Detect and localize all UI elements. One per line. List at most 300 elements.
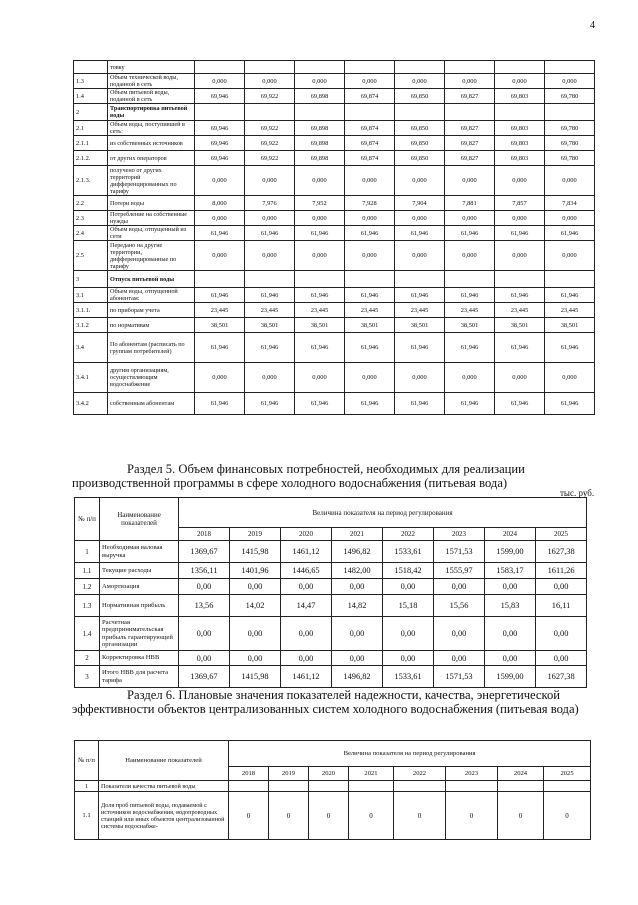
value-cell: 69,898 bbox=[295, 89, 345, 104]
value-cell: 7,976 bbox=[245, 196, 295, 211]
table-row bbox=[75, 792, 591, 840]
financial-needs-table bbox=[74, 497, 587, 688]
value-cell bbox=[245, 61, 295, 74]
value-cell: 1571,53 bbox=[434, 666, 485, 688]
table-row bbox=[75, 666, 587, 688]
row-name: Расчетная предпринимательская прибыль гарантирующей организации bbox=[100, 617, 179, 651]
value-cell: 0,000 bbox=[495, 211, 545, 226]
value-cell: 0,000 bbox=[295, 74, 345, 89]
value-cell: 1627,38 bbox=[536, 541, 587, 563]
col-num-header: № п/п bbox=[75, 498, 100, 541]
row-name: из собственных источников bbox=[108, 136, 195, 151]
value-cell: 69,850 bbox=[395, 89, 445, 104]
value-cell: 0,000 bbox=[495, 166, 545, 196]
value-cell: 69,827 bbox=[445, 136, 495, 151]
value-cell: 0,000 bbox=[245, 241, 295, 271]
row-name: по приборам учета bbox=[108, 303, 195, 318]
row-code: 2.1.3. bbox=[74, 166, 108, 196]
year-header: 2021 bbox=[332, 528, 383, 541]
value-cell: 38,501 bbox=[345, 318, 395, 333]
value-cell: 61,946 bbox=[345, 288, 395, 303]
table-row bbox=[74, 74, 595, 89]
value-cell: 0,000 bbox=[245, 363, 295, 393]
unit-label: тыс. руб. bbox=[560, 488, 595, 498]
value-cell: 69,922 bbox=[245, 151, 295, 166]
value-cell: 0 bbox=[498, 792, 544, 840]
water-balance-table bbox=[73, 60, 595, 415]
year-header: 2022 bbox=[394, 767, 446, 781]
value-cell: 0,000 bbox=[395, 363, 445, 393]
value-cell: 0 bbox=[269, 792, 309, 840]
value-cell: 7,928 bbox=[345, 196, 395, 211]
value-cell bbox=[445, 104, 495, 121]
value-cell: 0,000 bbox=[245, 74, 295, 89]
table-row bbox=[74, 166, 595, 196]
value-cell: 0 bbox=[446, 792, 498, 840]
value-cell: 0,00 bbox=[230, 617, 281, 651]
year-header: 2020 bbox=[281, 528, 332, 541]
value-cell: 0,00 bbox=[434, 617, 485, 651]
row-code: 3 bbox=[74, 271, 108, 288]
value-cell bbox=[445, 271, 495, 288]
value-cell: 61,946 bbox=[195, 393, 245, 415]
col-name-header: Наименование показателей bbox=[99, 741, 229, 781]
value-cell: 61,946 bbox=[245, 226, 295, 241]
value-cell: 0,00 bbox=[281, 651, 332, 666]
value-cell bbox=[345, 61, 395, 74]
value-cell bbox=[245, 271, 295, 288]
value-cell: 0,000 bbox=[445, 241, 495, 271]
value-cell: 0 bbox=[349, 792, 394, 840]
value-cell bbox=[295, 104, 345, 121]
value-cell: 69,874 bbox=[345, 121, 395, 136]
value-cell: 0,000 bbox=[345, 74, 395, 89]
row-name: Передано на другие территории, дифференцированные по тарифу bbox=[108, 241, 195, 271]
value-cell: 0,000 bbox=[195, 211, 245, 226]
value-cell: 1369,67 bbox=[179, 666, 230, 688]
table-row bbox=[74, 271, 595, 288]
row-name: Объем воды, отпущенной абонентам: bbox=[108, 288, 195, 303]
table-row bbox=[74, 363, 595, 393]
value-cell: 61,946 bbox=[395, 288, 445, 303]
value-cell: 0,000 bbox=[445, 166, 495, 196]
value-cell: 69,946 bbox=[195, 151, 245, 166]
row-name: другим организациям, осуществляющим водоснабжение bbox=[108, 363, 195, 393]
row-code: 3.4 bbox=[74, 333, 108, 363]
col-group-header: Величина показателя на период регулирования bbox=[229, 741, 591, 767]
value-cell: 1571,53 bbox=[434, 541, 485, 563]
value-cell: 0,000 bbox=[545, 166, 595, 196]
value-cell bbox=[544, 781, 591, 792]
row-code: 2 bbox=[74, 104, 108, 121]
table-row bbox=[74, 288, 595, 303]
value-cell: 0,000 bbox=[195, 363, 245, 393]
value-cell: 23,445 bbox=[545, 303, 595, 318]
value-cell: 0,00 bbox=[332, 651, 383, 666]
value-cell: 61,946 bbox=[445, 333, 495, 363]
value-cell: 1599,00 bbox=[485, 666, 536, 688]
value-cell: 69,922 bbox=[245, 121, 295, 136]
value-cell bbox=[395, 104, 445, 121]
value-cell: 61,946 bbox=[545, 226, 595, 241]
row-name: Потери воды bbox=[108, 196, 195, 211]
row-name: товку bbox=[108, 61, 195, 74]
value-cell: 61,946 bbox=[495, 333, 545, 363]
year-header: 2018 bbox=[179, 528, 230, 541]
value-cell: 61,946 bbox=[195, 333, 245, 363]
value-cell: 69,922 bbox=[245, 89, 295, 104]
row-code: 3.1.2 bbox=[74, 318, 108, 333]
value-cell: 0,000 bbox=[395, 211, 445, 226]
row-code: 1.3 bbox=[74, 74, 108, 89]
reliability-indicators-table bbox=[74, 740, 591, 840]
value-cell bbox=[545, 104, 595, 121]
row-name: Амортизация bbox=[100, 579, 179, 595]
row-name: Доля проб питьевой воды, подаваемой с источников водоснабжения, водопроводных станций или иных объектов централизованной системы водоснабже- bbox=[99, 792, 229, 840]
value-cell: 15,18 bbox=[383, 595, 434, 617]
value-cell: 1555,97 bbox=[434, 563, 485, 579]
value-cell: 0,00 bbox=[383, 651, 434, 666]
row-name: собственным абонентам bbox=[108, 393, 195, 415]
value-cell: 0,000 bbox=[495, 74, 545, 89]
value-cell: 61,946 bbox=[495, 226, 545, 241]
value-cell: 0,00 bbox=[485, 579, 536, 595]
value-cell bbox=[349, 781, 394, 792]
row-code: 3.1.1. bbox=[74, 303, 108, 318]
value-cell: 1533,61 bbox=[383, 666, 434, 688]
value-cell: 0,00 bbox=[485, 651, 536, 666]
col-num-header: № п/п bbox=[75, 741, 99, 781]
value-cell bbox=[395, 61, 445, 74]
row-code: 3.4.2 bbox=[74, 393, 108, 415]
value-cell: 0,00 bbox=[179, 617, 230, 651]
value-cell: 0,00 bbox=[230, 579, 281, 595]
value-cell: 61,946 bbox=[295, 226, 345, 241]
value-cell: 1583,17 bbox=[485, 563, 536, 579]
value-cell: 23,445 bbox=[245, 303, 295, 318]
value-cell: 69,850 bbox=[395, 136, 445, 151]
value-cell: 61,946 bbox=[445, 226, 495, 241]
value-cell: 69,850 bbox=[395, 151, 445, 166]
value-cell: 38,501 bbox=[395, 318, 445, 333]
value-cell: 1461,12 bbox=[281, 541, 332, 563]
value-cell: 69,946 bbox=[195, 121, 245, 136]
row-code: 2.1 bbox=[74, 121, 108, 136]
value-cell: 1415,98 bbox=[230, 541, 281, 563]
value-cell bbox=[245, 104, 295, 121]
row-name: Объем воды, отпущенный из сети bbox=[108, 226, 195, 241]
row-name: Необходимая валовая выручка bbox=[100, 541, 179, 563]
value-cell bbox=[269, 781, 309, 792]
year-header: 2019 bbox=[230, 528, 281, 541]
year-header: 2019 bbox=[269, 767, 309, 781]
col-group-header: Величина показателя на период регулирования bbox=[179, 498, 587, 528]
value-cell: 0,000 bbox=[545, 363, 595, 393]
value-cell bbox=[495, 271, 545, 288]
table-row bbox=[74, 89, 595, 104]
page-number: 4 bbox=[590, 20, 595, 31]
value-cell: 69,803 bbox=[495, 121, 545, 136]
table-row bbox=[75, 579, 587, 595]
value-cell: 0,000 bbox=[395, 166, 445, 196]
value-cell: 38,501 bbox=[195, 318, 245, 333]
section-5-title: Раздел 5. Объем финансовых потребностей, необходимых для реализации производственной программы в сфере холодного водоснабжения (питьевая вода) bbox=[72, 462, 525, 490]
value-cell: 23,445 bbox=[345, 303, 395, 318]
value-cell bbox=[495, 61, 545, 74]
row-code: 2 bbox=[75, 651, 100, 666]
value-cell: 0,000 bbox=[345, 211, 395, 226]
table-row bbox=[74, 136, 595, 151]
value-cell: 13,56 bbox=[179, 595, 230, 617]
row-code: 1.2 bbox=[75, 579, 100, 595]
value-cell: 0,000 bbox=[495, 363, 545, 393]
table-row bbox=[74, 303, 595, 318]
value-cell bbox=[345, 271, 395, 288]
value-cell: 0,000 bbox=[295, 166, 345, 196]
value-cell: 1496,82 bbox=[332, 541, 383, 563]
value-cell: 69,850 bbox=[395, 121, 445, 136]
row-name: Объем технической воды, поданной в сеть bbox=[108, 74, 195, 89]
value-cell: 69,803 bbox=[495, 151, 545, 166]
value-cell: 38,501 bbox=[445, 318, 495, 333]
row-code: 1.1 bbox=[75, 792, 99, 840]
value-cell: 69,898 bbox=[295, 136, 345, 151]
value-cell: 8,000 bbox=[195, 196, 245, 211]
row-name: получено от других территорий дифференцированных по тарифу bbox=[108, 166, 195, 196]
value-cell: 0 bbox=[229, 792, 269, 840]
row-name: Транспортировка питьевой воды bbox=[108, 104, 195, 121]
row-name: от других операторов bbox=[108, 151, 195, 166]
value-cell: 69,827 bbox=[445, 121, 495, 136]
value-cell: 0,000 bbox=[545, 241, 595, 271]
section-6-title: Раздел 6. Плановые значения показателей надежности, качества, энергетической эффективности объектов централизованных систем холодного водоснабжения (питьевая вода) bbox=[72, 688, 579, 716]
value-cell: 15,83 bbox=[485, 595, 536, 617]
row-name: Текущие расходы bbox=[100, 563, 179, 579]
value-cell: 69,780 bbox=[545, 89, 595, 104]
value-cell: 23,445 bbox=[495, 303, 545, 318]
value-cell bbox=[545, 271, 595, 288]
table-row bbox=[74, 121, 595, 136]
value-cell: 23,445 bbox=[295, 303, 345, 318]
value-cell: 0,000 bbox=[345, 363, 395, 393]
value-cell: 69,874 bbox=[345, 89, 395, 104]
table-row bbox=[74, 241, 595, 271]
value-cell: 1401,96 bbox=[230, 563, 281, 579]
value-cell: 0,000 bbox=[195, 166, 245, 196]
row-code: 2.1.2. bbox=[74, 151, 108, 166]
value-cell: 61,946 bbox=[395, 393, 445, 415]
value-cell bbox=[195, 271, 245, 288]
row-name: Потребление на собственные нужды bbox=[108, 211, 195, 226]
value-cell: 14,82 bbox=[332, 595, 383, 617]
year-header: 2020 bbox=[309, 767, 349, 781]
value-cell: 0,00 bbox=[485, 617, 536, 651]
value-cell: 0,00 bbox=[179, 579, 230, 595]
row-code: 2.1.1 bbox=[74, 136, 108, 151]
value-cell: 0 bbox=[394, 792, 446, 840]
value-cell: 61,946 bbox=[395, 333, 445, 363]
value-cell: 1482,00 bbox=[332, 563, 383, 579]
row-code: 2.2 bbox=[74, 196, 108, 211]
table-row bbox=[74, 393, 595, 415]
value-cell: 38,501 bbox=[495, 318, 545, 333]
value-cell: 0,00 bbox=[179, 651, 230, 666]
value-cell: 14,47 bbox=[281, 595, 332, 617]
row-name: Нормативная прибыль bbox=[100, 595, 179, 617]
table-row bbox=[74, 196, 595, 211]
year-header: 2025 bbox=[536, 528, 587, 541]
value-cell: 0,00 bbox=[536, 579, 587, 595]
value-cell: 1627,38 bbox=[536, 666, 587, 688]
value-cell: 61,946 bbox=[545, 393, 595, 415]
value-cell: 69,874 bbox=[345, 136, 395, 151]
value-cell: 0,000 bbox=[345, 241, 395, 271]
value-cell bbox=[229, 781, 269, 792]
row-code: 2.4 bbox=[74, 226, 108, 241]
value-cell bbox=[545, 61, 595, 74]
value-cell: 15,56 bbox=[434, 595, 485, 617]
value-cell: 69,946 bbox=[195, 136, 245, 151]
value-cell: 1446,65 bbox=[281, 563, 332, 579]
value-cell: 61,946 bbox=[345, 226, 395, 241]
row-name: Отпуск питьевой воды bbox=[108, 271, 195, 288]
value-cell: 61,946 bbox=[395, 226, 445, 241]
value-cell: 0 bbox=[544, 792, 591, 840]
value-cell: 7,834 bbox=[545, 196, 595, 211]
year-header: 2021 bbox=[349, 767, 394, 781]
value-cell: 0,00 bbox=[230, 651, 281, 666]
value-cell: 0,000 bbox=[195, 241, 245, 271]
value-cell: 61,946 bbox=[295, 333, 345, 363]
table-row bbox=[75, 541, 587, 563]
value-cell: 0,00 bbox=[536, 617, 587, 651]
value-cell: 0,00 bbox=[332, 579, 383, 595]
value-cell: 0,000 bbox=[395, 74, 445, 89]
value-cell: 7,952 bbox=[295, 196, 345, 211]
value-cell: 69,780 bbox=[545, 136, 595, 151]
value-cell: 1533,61 bbox=[383, 541, 434, 563]
value-cell bbox=[195, 104, 245, 121]
year-header: 2022 bbox=[383, 528, 434, 541]
row-code bbox=[74, 61, 108, 74]
value-cell: 0,00 bbox=[383, 617, 434, 651]
value-cell bbox=[295, 271, 345, 288]
table-row bbox=[74, 151, 595, 166]
value-cell bbox=[345, 104, 395, 121]
row-code: 1 bbox=[75, 781, 99, 792]
table-row bbox=[75, 617, 587, 651]
row-code: 3.4.1 bbox=[74, 363, 108, 393]
year-header: 2023 bbox=[434, 528, 485, 541]
value-cell: 0,000 bbox=[295, 211, 345, 226]
value-cell: 23,445 bbox=[395, 303, 445, 318]
row-name: Итого НВВ для расчета тарифа bbox=[100, 666, 179, 688]
value-cell: 0,000 bbox=[445, 211, 495, 226]
row-code: 2.3 bbox=[74, 211, 108, 226]
value-cell bbox=[309, 781, 349, 792]
value-cell: 1599,00 bbox=[485, 541, 536, 563]
value-cell: 61,946 bbox=[245, 393, 295, 415]
value-cell: 0 bbox=[309, 792, 349, 840]
row-name: Корректировка НВВ bbox=[100, 651, 179, 666]
value-cell: 61,946 bbox=[245, 288, 295, 303]
value-cell bbox=[495, 104, 545, 121]
table-row bbox=[75, 651, 587, 666]
value-cell: 1356,11 bbox=[179, 563, 230, 579]
value-cell: 7,904 bbox=[395, 196, 445, 211]
col-name-header: Наименование показателей bbox=[100, 498, 179, 541]
value-cell: 69,922 bbox=[245, 136, 295, 151]
value-cell bbox=[394, 781, 446, 792]
value-cell: 0,00 bbox=[434, 651, 485, 666]
value-cell: 0,000 bbox=[545, 211, 595, 226]
value-cell: 0,000 bbox=[545, 74, 595, 89]
value-cell: 38,501 bbox=[245, 318, 295, 333]
value-cell: 0,00 bbox=[332, 617, 383, 651]
value-cell: 69,898 bbox=[295, 151, 345, 166]
value-cell: 0,000 bbox=[445, 363, 495, 393]
value-cell: 61,946 bbox=[545, 333, 595, 363]
row-name: Показатели качества питьевой воды bbox=[99, 781, 229, 792]
value-cell: 1415,98 bbox=[230, 666, 281, 688]
value-cell: 0,000 bbox=[295, 363, 345, 393]
row-code: 1.3 bbox=[75, 595, 100, 617]
table-row bbox=[74, 318, 595, 333]
year-header: 2023 bbox=[446, 767, 498, 781]
row-code: 2.5 bbox=[74, 241, 108, 271]
table-row bbox=[74, 104, 595, 121]
row-code: 1 bbox=[75, 541, 100, 563]
value-cell: 38,501 bbox=[545, 318, 595, 333]
value-cell: 0,000 bbox=[495, 241, 545, 271]
value-cell: 14,02 bbox=[230, 595, 281, 617]
value-cell: 0,000 bbox=[295, 241, 345, 271]
row-name: по нормативам bbox=[108, 318, 195, 333]
table-row bbox=[74, 211, 595, 226]
value-cell: 38,501 bbox=[295, 318, 345, 333]
table-row bbox=[74, 226, 595, 241]
value-cell: 0,00 bbox=[281, 579, 332, 595]
value-cell: 0,000 bbox=[245, 211, 295, 226]
table-row bbox=[75, 595, 587, 617]
value-cell: 23,445 bbox=[195, 303, 245, 318]
year-header: 2025 bbox=[544, 767, 591, 781]
row-code: 1.1 bbox=[75, 563, 100, 579]
value-cell: 69,898 bbox=[295, 121, 345, 136]
value-cell: 61,946 bbox=[345, 393, 395, 415]
row-code: 3 bbox=[75, 666, 100, 688]
value-cell: 61,946 bbox=[295, 393, 345, 415]
value-cell: 0,000 bbox=[445, 74, 495, 89]
row-name: По абонентам (расписать по группам потребителей) bbox=[108, 333, 195, 363]
value-cell: 0,00 bbox=[281, 617, 332, 651]
value-cell: 7,881 bbox=[445, 196, 495, 211]
year-header: 2018 bbox=[229, 767, 269, 781]
value-cell bbox=[295, 61, 345, 74]
value-cell: 0,00 bbox=[434, 579, 485, 595]
value-cell: 1461,12 bbox=[281, 666, 332, 688]
value-cell: 61,946 bbox=[495, 393, 545, 415]
row-code: 1.4 bbox=[75, 617, 100, 651]
table-row bbox=[74, 333, 595, 363]
value-cell: 61,946 bbox=[195, 288, 245, 303]
value-cell: 61,946 bbox=[345, 333, 395, 363]
value-cell: 69,780 bbox=[545, 151, 595, 166]
value-cell: 61,946 bbox=[295, 288, 345, 303]
value-cell: 0,000 bbox=[245, 166, 295, 196]
value-cell: 16,11 bbox=[536, 595, 587, 617]
value-cell: 61,946 bbox=[195, 226, 245, 241]
